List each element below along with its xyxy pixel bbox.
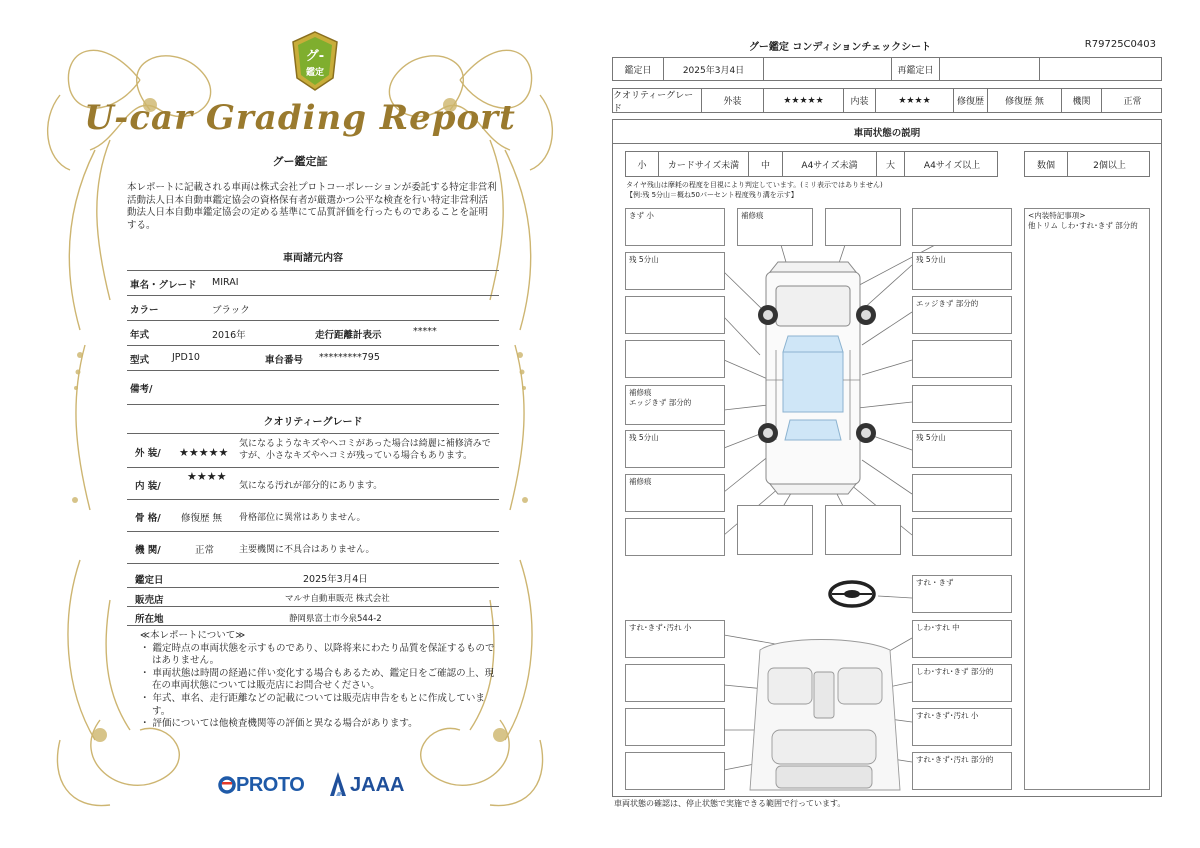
note-item: ・ 年式、車名、走行距離などの記載については販売店申告をもとに作成しています。 <box>140 692 485 717</box>
interior-stars: ★★★★ <box>187 470 227 483</box>
chassis-label: 車台番号 <box>265 355 304 366</box>
count-label: 数個 <box>1036 160 1055 171</box>
mileage-label: 走行距離計表示 <box>315 330 382 341</box>
condition-box: 残 5分山 <box>625 430 725 468</box>
condition-box <box>625 752 725 790</box>
count-desc: 2個以上 <box>1067 152 1151 176</box>
spec-heading: 車両諸元内容 <box>283 253 343 264</box>
spec-row-color <box>127 296 499 321</box>
condition-box <box>625 518 725 556</box>
tire-note-example: 【例:残 5分山＝概ね50パーセント程度残り溝を示す】 <box>626 191 798 199</box>
size-mid-desc: A4サイズ未満 <box>782 152 876 176</box>
size-mid: 中 <box>748 152 782 176</box>
spec-row-remarks <box>127 371 499 405</box>
info-row-date <box>127 564 499 588</box>
info-row-dealer <box>127 588 499 607</box>
chassis-value: *********795 <box>319 352 380 363</box>
condition-box <box>912 340 1012 378</box>
car-name-value: MIRAI <box>212 277 239 288</box>
condition-box <box>625 340 725 378</box>
condition-box: 補修痕 <box>737 208 813 246</box>
condition-box: きず 小 <box>625 208 725 246</box>
size-large-desc: A4サイズ以上 <box>904 152 999 176</box>
note-item: ・ 車両状態は時間の経過に伴い変化する場合もあるため、鑑定日をご確認の上、現在の車両状態については販売店にお問合せください。 <box>140 667 495 692</box>
model-value: JPD10 <box>172 352 200 363</box>
color-label: カラー <box>130 305 159 316</box>
model-label: 型式 <box>130 355 150 366</box>
condition-box <box>825 505 901 555</box>
proto-logo-text: PROTO <box>236 774 305 796</box>
ext-stars: ★★★★★ <box>763 89 843 112</box>
notes-title: ≪本レポートについて≫ <box>140 630 246 641</box>
size-small-desc: カードサイズ未満 <box>658 152 748 176</box>
date-value: 2025年3月4日 <box>303 574 368 585</box>
condition-box <box>912 385 1012 423</box>
condition-box: すれ･きず･汚れ 部分的 <box>912 752 1012 790</box>
condition-box: エッジきず 部分的 <box>912 296 1012 334</box>
condition-box <box>825 208 901 246</box>
mileage-value: ***** <box>413 326 437 337</box>
sheet-title: グー鑑定 コンディションチェックシート <box>748 42 932 53</box>
interior-notes-title: <内装特記事項> <box>1028 211 1086 220</box>
svg-text:グ-: グ- <box>305 49 325 64</box>
ext-label: 外装 <box>701 89 763 112</box>
certificate-intro: 本レポートに記載される車両は株式会社プロトコーポレーションが委託する特定非営利活動法人日本自動車鑑定協会の資格保有者が厳選かつ公平な検査を行い特定非営利活動法人日本自動車鑑定協会の定める基準にて品質評価を行ったものであることを証明する。 <box>127 182 497 231</box>
report-notes <box>140 630 500 731</box>
frame-value: 修復歴 無 <box>181 513 223 524</box>
spec-row-model <box>127 346 499 371</box>
interior-notes-box <box>1024 208 1150 790</box>
report-script-title: U-car Grading Report <box>84 98 516 138</box>
condition-box: すれ・きず <box>912 575 1012 613</box>
spec-row-car-name <box>127 271 499 296</box>
address-value: 静岡県富士市今泉544-2 <box>289 614 382 624</box>
condition-box: すれ･きず･汚れ 小 <box>912 708 1012 746</box>
dealer-value: マルサ自動車販売 株式会社 <box>285 594 390 604</box>
jaaa-logo-text: JAAA <box>350 774 405 796</box>
condition-box: 残 5分山 <box>625 252 725 290</box>
condition-box: すれ･きず･汚れ 小 <box>625 620 725 658</box>
interior-notes-text: 他トリム しわ･すれ･きず 部分的 <box>1028 221 1138 230</box>
dealer-label: 販売店 <box>135 595 164 606</box>
condition-box: 残 5分山 <box>912 252 1012 290</box>
date-label: 鑑定日 <box>135 575 164 586</box>
year-label: 年式 <box>130 330 150 341</box>
jaaa-logo-icon <box>328 770 348 798</box>
color-value: ブラック <box>212 305 250 316</box>
interior-comment: 気になる汚れが部分的にあります。 <box>239 481 383 491</box>
int-stars: ★★★★ <box>875 89 953 112</box>
quality-label: クオリティーグレード <box>613 90 694 114</box>
sheet-id: R79725C0403 <box>1084 39 1156 50</box>
size-large: 大 <box>876 152 904 176</box>
regrade-label: 再鑑定日 <box>891 58 939 80</box>
certificate-title: グー鑑定証 <box>272 155 328 168</box>
exterior-stars: ★★★★★ <box>179 446 229 459</box>
proto-logo-icon <box>218 774 236 796</box>
quality-row-frame <box>127 500 499 532</box>
tire-note: タイヤ残山は摩耗の程度を目視により判定しています。(ミリ表示ではありません) <box>626 181 883 189</box>
condition-box: しわ･すれ･きず 部分的 <box>912 664 1012 702</box>
condition-box <box>737 505 813 555</box>
condition-box <box>912 208 1012 246</box>
quality-row-interior <box>127 468 499 500</box>
engine-comment: 主要機関に不具合はありません。 <box>239 545 375 555</box>
date-label: 鑑定日 <box>624 65 652 76</box>
year-value: 2016年 <box>212 330 246 341</box>
quality-row-engine <box>127 532 499 564</box>
address-label: 所在地 <box>135 614 164 625</box>
date-value: 2025年3月4日 <box>663 58 763 80</box>
engine-label: 機 関/ <box>135 545 161 556</box>
sheet-footer: 車両状態の確認は、停止状態で実施できる範囲で行っています。 <box>614 799 846 808</box>
condition-box: 補修痕 エッジきず 部分的 <box>625 385 725 425</box>
exterior-label: 外 装/ <box>135 448 161 459</box>
svg-text:鑑定: 鑑定 <box>305 68 325 78</box>
note-item: ・ 鑑定時点の車両状態を示すものであり、以降将来にわたり品質を保証するものではありません。 <box>140 642 495 667</box>
note-item: ・ 評価については他検査機関等の評価と異なる場合があります。 <box>140 718 418 730</box>
goo-grading-badge-icon <box>289 30 341 92</box>
frame-comment: 骨格部位に異常はありません。 <box>239 513 366 523</box>
engine-label: 機関 <box>1061 89 1101 112</box>
condition-check-sheet <box>600 0 1200 848</box>
condition-box: 補修痕 <box>625 474 725 512</box>
repair-label: 修復歴 <box>953 89 987 112</box>
condition-box: 残 5分山 <box>912 430 1012 468</box>
interior-label: 内 装/ <box>135 481 161 492</box>
remarks-label: 備考/ <box>130 384 153 395</box>
explain-title: 車両状態の説明 <box>613 120 1161 144</box>
quality-heading: クオリティーグレード <box>263 417 363 428</box>
condition-box <box>912 518 1012 556</box>
steering-wheel-icon <box>830 582 874 606</box>
condition-box: しわ･すれ 中 <box>912 620 1012 658</box>
brand-logos <box>218 770 418 800</box>
frame-label: 骨 格/ <box>135 513 161 524</box>
condition-box <box>625 664 725 702</box>
repair-value: 修復歴 無 <box>987 89 1061 112</box>
spec-row-year <box>127 321 499 346</box>
condition-box <box>912 474 1012 512</box>
engine-value: 正常 <box>1101 89 1163 112</box>
size-small: 小 <box>637 160 647 171</box>
condition-box <box>625 708 725 746</box>
info-row-address <box>127 607 499 626</box>
quality-row-exterior <box>127 434 499 468</box>
exterior-comment: 気になるようなキズやヘコミがあった場合は綺麗に補修済みですが、小さなキズやヘコミが残っている場合もあります。 <box>239 439 491 461</box>
condition-box <box>625 296 725 334</box>
car-name-label: 車名・グレード <box>130 280 197 291</box>
engine-value: 正常 <box>195 545 215 556</box>
int-label: 内装 <box>843 89 875 112</box>
